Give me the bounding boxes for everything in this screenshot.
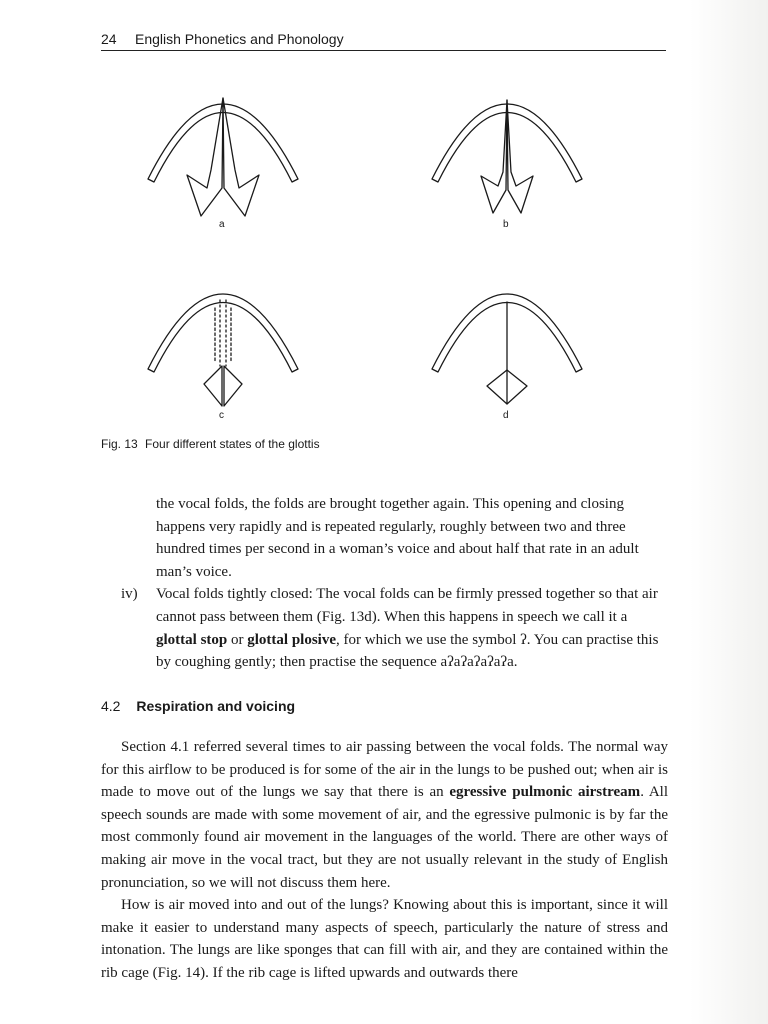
panel-label-c: c — [219, 410, 224, 421]
term-glottal-plosive: glottal plosive — [247, 631, 336, 648]
list-item-text: Vocal folds tightly closed: The vocal folds can be firmly pressed together so that air cannot pass between them (Fig. 13d). When this happens in speech we call it a glottal stop or glottal plosive, for which we use the symbol ʔ. You can practise this by coughing gently; then practise the sequence aʔaʔaʔaʔaʔa. — [156, 586, 659, 671]
section-heading — [101, 698, 295, 714]
panel-label-d: d — [503, 410, 509, 421]
list-item-iv — [121, 583, 661, 673]
panel-label-a: a — [219, 219, 225, 230]
glottis-panel-a — [148, 98, 298, 216]
section-number: 4.2 — [101, 698, 121, 714]
glottis-panel-d — [432, 294, 582, 404]
section-title: Respiration and voicing — [136, 698, 296, 714]
figure-caption — [101, 437, 320, 451]
list-item-iii-continuation: the vocal folds, the folds are brought together again. This opening and closing happens very rapidly and is repeated regularly, roughly between two and three hundred times per second in a woman’s voice and about half that rate in an adult man’s voice. — [156, 496, 639, 580]
caption-label: Fig. 13 — [101, 437, 138, 451]
glottis-panel-c — [148, 294, 298, 406]
page-number: 24 — [101, 31, 117, 47]
list-marker: iv) — [121, 586, 138, 603]
glottis-panel-b — [432, 100, 582, 213]
book-title: English Phonetics and Phonology — [135, 31, 344, 47]
section-body — [101, 736, 668, 985]
caption-text: Four different states of the glottis — [145, 437, 320, 451]
paragraph-1: Section 4.1 referred several times to air passing between the vocal folds. The normal way for this airflow to be produced is for some of the air in the lungs to be pushed out; when air is made to move out of the lungs we say that there is an egressive pulmonic airstream. All speech sounds are made with some movement of air, and the egressive pulmonic is by far the most commonly found air movement in the languages of the world. There are other ways of making air move in the vocal tract, but they are not usually relevant in the study of English pronunciation, so we will not discuss them here. — [101, 739, 668, 891]
glottis-states-list — [121, 493, 661, 674]
paragraph-2: How is air moved into and out of the lungs? Knowing about this is important, since it will make it easier to understand many aspects of speech, particularly the nature of stress and intonation. The lungs are like sponges that can fill with air, and they are contained within the rib cage (Fig. 14). If the rib cage is lifted upwards and outwards there — [101, 897, 668, 981]
glottis-diagram — [0, 0, 768, 470]
panel-label-b: b — [503, 219, 509, 230]
term-glottal-stop: glottal stop — [156, 631, 228, 648]
term-egressive-pulmonic-airstream: egressive pulmonic airstream — [449, 784, 641, 801]
